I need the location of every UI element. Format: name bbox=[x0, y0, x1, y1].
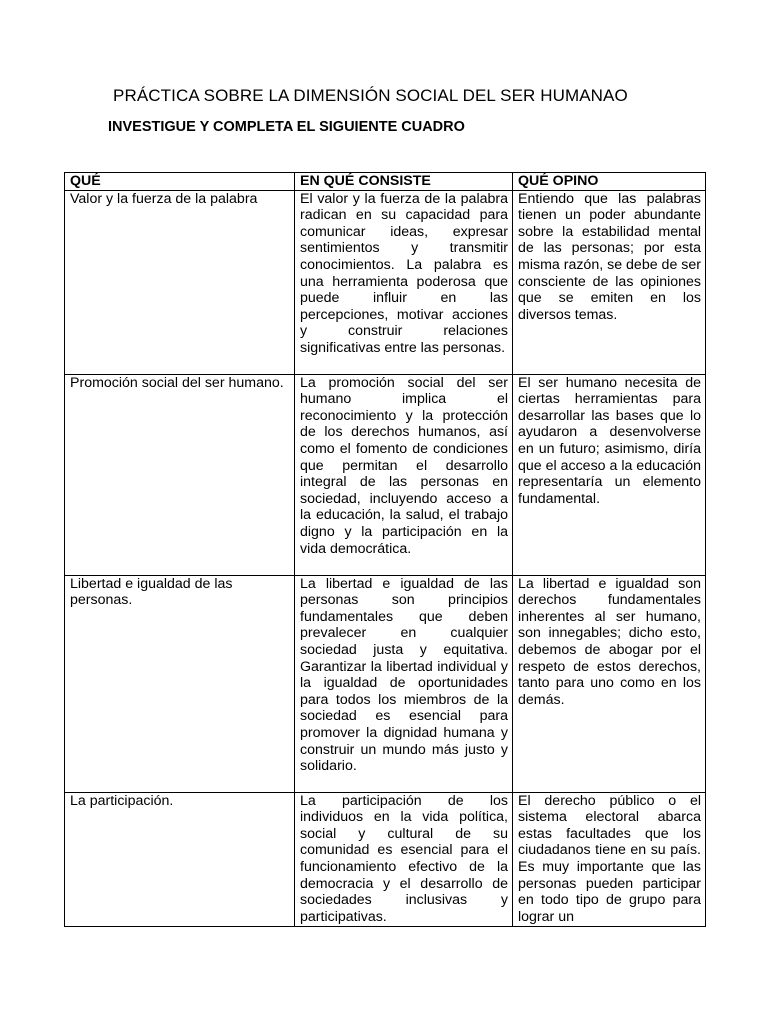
table-row bbox=[65, 575, 706, 792]
cell-consiste: La libertad e igualdad de las personas son principios fundamentales que deben prevalecer en cualquier sociedad justa y equitativa. Garantizar la libertad individual y la igualdad de oportunidades para todos los miembros de la sociedad es esencial para promover la dignidad humana y construir un mundo más justo y solidario. bbox=[295, 575, 513, 792]
cell-opino bbox=[513, 792, 706, 926]
table-row bbox=[65, 792, 706, 926]
table-row bbox=[65, 190, 706, 374]
cell-opino: La libertad e igualdad son derechos fundamentales inherentes al ser humano, son innegables; dicho esto, debemos de abogar por el respeto de estos derechos, tanto para uno como en los demás. bbox=[513, 575, 706, 792]
document-title: PRÁCTICA SOBRE LA DIMENSIÓN SOCIAL DEL SER HUMANAO bbox=[113, 86, 628, 105]
cell-opino-text: El derecho público o el sistema electoral abarca estas facultades que los ciudadanos tiene en su país. Es muy importante que las personas pueden participar en todo tipo de grupo para lograr un bbox=[518, 792, 701, 925]
cell-que: Promoción social del ser humano. bbox=[65, 374, 295, 575]
activity-table bbox=[64, 172, 706, 927]
cell-que: Valor y la fuerza de la palabra bbox=[65, 190, 295, 374]
header-en-que-consiste: EN QUÉ CONSISTE bbox=[295, 173, 513, 191]
cell-consiste: La participación de los individuos en la vida política, social y cultural de su comunidad es esencial para el funcionamiento efectivo de la democracia y el desarrollo de sociedades inclusivas y participativas. bbox=[295, 792, 513, 926]
cell-opino: El ser humano necesita de ciertas herramientas para desarrollar las bases que lo ayudaron a desenvolverse en un futuro; asimismo, diría que el acceso a la educación representaría un elemento fundamental. bbox=[513, 374, 706, 575]
table-row bbox=[65, 374, 706, 575]
cell-opino: Entiendo que las palabras tienen un poder abundante sobre la estabilidad mental de las personas; por esta misma razón, se debe de ser consciente de las opiniones que se emiten en los diversos temas. bbox=[513, 190, 706, 374]
document-subtitle: INVESTIGUE Y COMPLETA EL SIGUIENTE CUADRO bbox=[108, 119, 465, 135]
header-que-opino: QUÉ OPINO bbox=[513, 173, 706, 191]
cell-que: La participación. bbox=[65, 792, 295, 926]
table-header-row bbox=[65, 173, 706, 191]
header-que: QUÉ bbox=[65, 173, 295, 191]
cell-que: Libertad e igualdad de las personas. bbox=[65, 575, 295, 792]
cell-consiste: La promoción social del ser humano implica el reconocimiento y la protección de los derechos humanos, así como el fomento de condiciones que permitan el desarrollo integral de las personas en sociedad, incluyendo acceso a la educación, la salud, el trabajo digno y la participación en la vida democrática. bbox=[295, 374, 513, 575]
cell-consiste: El valor y la fuerza de la palabra radican en su capacidad para comunicar ideas, expresar sentimientos y transmitir conocimientos. La palabra es una herramienta poderosa que puede influir en las percepciones, motivar acciones y construir relaciones significativas entre las personas. bbox=[295, 190, 513, 374]
